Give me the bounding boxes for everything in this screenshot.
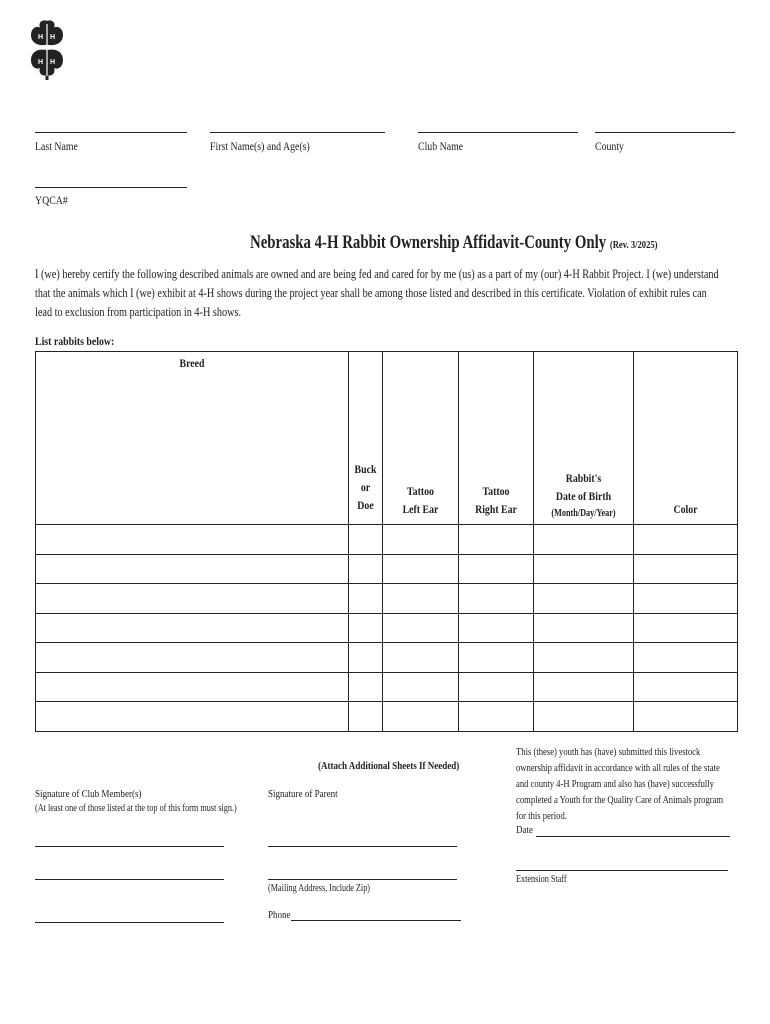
table-row — [36, 702, 738, 732]
first-name-label: First Name(s) and Age(s) — [210, 139, 310, 153]
extension-staff-line[interactable] — [516, 870, 728, 871]
cell[interactable] — [383, 672, 459, 702]
cell[interactable] — [534, 584, 634, 614]
cell[interactable] — [349, 584, 383, 614]
dob-header: Rabbit's Date of Birth (Month/Day/Year) — [534, 352, 634, 525]
last-name-label: Last Name — [35, 139, 78, 153]
tattoo-right-header: Tattoo Right Ear — [459, 352, 534, 525]
cell[interactable] — [534, 643, 634, 673]
cell[interactable] — [634, 643, 738, 673]
intro-paragraph: I (we) hereby certify the following described animals are owned and are being fed and cared for by me (us) as a part of my (our) 4-H Rabbit Project. I (we) understand that the animals which I (we) exhibit at 4-H shows during the project year shall be among those listed and described in this certificate. Violation of exhibit rules can lead to exclusion from participation in 4-H shows. — [35, 267, 719, 319]
cell[interactable] — [634, 554, 738, 584]
table-row — [36, 554, 738, 584]
cell[interactable] — [36, 702, 349, 732]
extension-statement: This (these) youth has (have) submitted this livestock ownership affidavit in accordance with all rules of the state and county 4-H Program and also has (have) successfully completed a Youth for the Quality Care of Animals program for this period. — [516, 747, 724, 822]
member-signature-line-2[interactable] — [35, 879, 224, 880]
first-name-line[interactable] — [210, 132, 385, 133]
svg-text:H: H — [38, 34, 44, 41]
cell[interactable] — [383, 643, 459, 673]
table-row — [36, 643, 738, 673]
cell[interactable] — [459, 554, 534, 584]
cell[interactable] — [634, 525, 738, 555]
rabbit-table — [35, 351, 738, 732]
color-header: Color — [634, 352, 738, 525]
cell[interactable] — [459, 672, 534, 702]
cell[interactable] — [459, 643, 534, 673]
club-name-line[interactable] — [418, 132, 578, 133]
cell[interactable] — [36, 672, 349, 702]
title-rev: (Rev. 3/2025) — [609, 239, 658, 251]
page-title — [250, 232, 658, 254]
member-signature-line-3[interactable] — [35, 922, 224, 923]
cell[interactable] — [349, 702, 383, 732]
date-line[interactable] — [536, 836, 730, 837]
date-label: Date — [516, 824, 534, 836]
sig-parent-label: Signature of Parent — [268, 788, 338, 800]
svg-text:H: H — [50, 34, 56, 41]
cell[interactable] — [459, 584, 534, 614]
county-label: County — [595, 139, 624, 153]
sig-member-label: Signature of Club Member(s) — [35, 788, 142, 800]
list-label: List rabbits below: — [35, 334, 115, 348]
table-row — [36, 672, 738, 702]
table-header-row — [36, 352, 738, 525]
table-row — [36, 525, 738, 555]
cell[interactable] — [534, 613, 634, 643]
cell[interactable] — [36, 554, 349, 584]
cell[interactable] — [534, 702, 634, 732]
cell[interactable] — [459, 702, 534, 732]
cell[interactable] — [36, 643, 349, 673]
cell[interactable] — [349, 613, 383, 643]
extension-staff-label: Extension Staff — [516, 874, 567, 885]
table-row — [36, 584, 738, 614]
last-name-line[interactable] — [35, 132, 187, 133]
cell[interactable] — [383, 584, 459, 614]
cell[interactable] — [634, 584, 738, 614]
cell[interactable] — [349, 672, 383, 702]
tattoo-left-header: Tattoo Left Ear — [383, 352, 459, 525]
cell[interactable] — [383, 613, 459, 643]
phone-label: Phone — [268, 909, 291, 921]
cell[interactable] — [634, 702, 738, 732]
cell[interactable] — [634, 613, 738, 643]
cell[interactable] — [459, 525, 534, 555]
cell[interactable] — [534, 525, 634, 555]
cell[interactable] — [349, 643, 383, 673]
table-row — [36, 613, 738, 643]
yqca-line[interactable] — [35, 187, 187, 188]
parent-signature-line[interactable] — [268, 846, 457, 847]
member-signature-line-1[interactable] — [35, 846, 224, 847]
svg-text:H: H — [50, 59, 56, 66]
cell[interactable] — [534, 554, 634, 584]
cell[interactable] — [349, 554, 383, 584]
mailing-address-line[interactable] — [268, 879, 457, 880]
title-main: Nebraska 4-H Rabbit Ownership Affidavit-County Only — [250, 232, 607, 253]
breed-header: Breed — [36, 352, 349, 525]
cell[interactable] — [459, 613, 534, 643]
sig-member-note: (At least one of those listed at the top of this form must sign.) — [35, 803, 237, 814]
yqca-label: YQCA# — [35, 193, 68, 207]
buck-doe-header: Buck or Doe — [349, 352, 383, 525]
cell[interactable] — [383, 525, 459, 555]
cell[interactable] — [36, 525, 349, 555]
cell[interactable] — [534, 672, 634, 702]
cell[interactable] — [36, 613, 349, 643]
cell[interactable] — [383, 554, 459, 584]
svg-text:H: H — [38, 59, 44, 66]
cell[interactable] — [36, 584, 349, 614]
cell[interactable] — [349, 525, 383, 555]
phone-line[interactable] — [291, 920, 461, 921]
cell[interactable] — [383, 702, 459, 732]
cell[interactable] — [634, 672, 738, 702]
4h-clover-logo — [28, 20, 66, 80]
mailing-label: (Mailing Address, Include Zip) — [268, 883, 371, 894]
county-line[interactable] — [595, 132, 735, 133]
attach-note: (Attach Additional Sheets If Needed) — [318, 760, 460, 772]
club-name-label: Club Name — [418, 139, 464, 153]
